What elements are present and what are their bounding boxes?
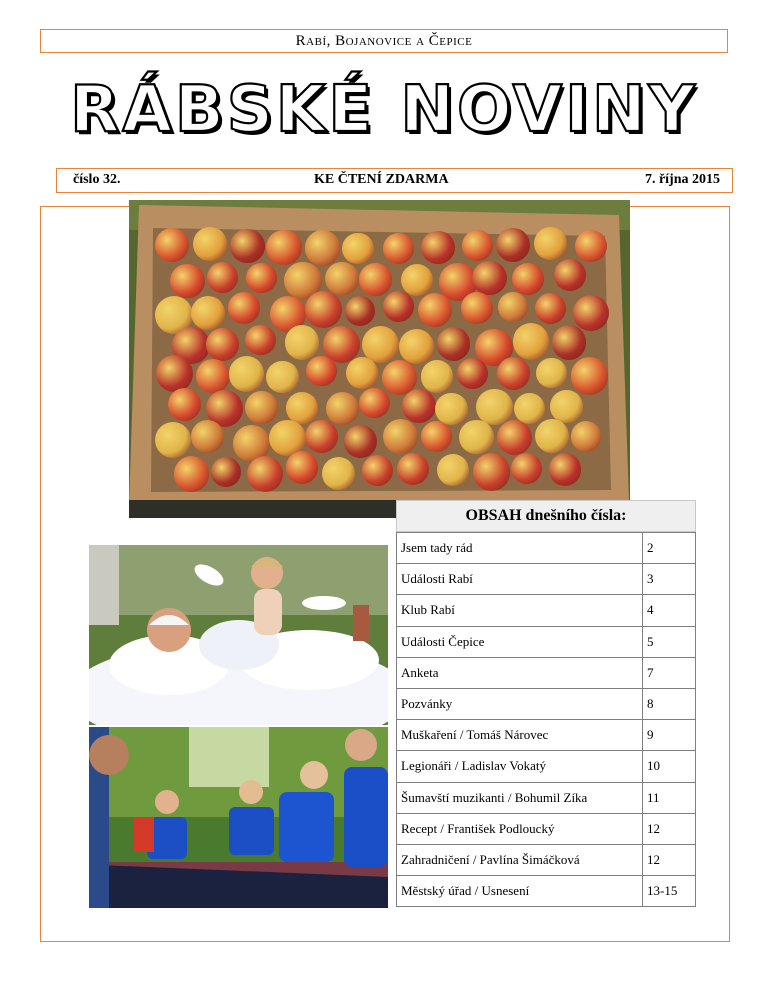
toc-item-page: 7 (643, 657, 696, 688)
apple-shape (305, 420, 338, 453)
apple-shape (534, 227, 567, 260)
apple-shape (170, 264, 205, 299)
apple-shape (286, 451, 318, 483)
issue-date: 7. října 2015 (644, 172, 720, 187)
apple-shape (196, 359, 230, 393)
apple-shape (346, 357, 378, 389)
table-row (397, 844, 696, 875)
apple-shape (305, 230, 340, 265)
apple-shape (512, 263, 544, 295)
apple-shape (421, 421, 452, 452)
apple-shape (206, 328, 239, 361)
apple-shape (472, 261, 506, 295)
toc-item-label: Události Čepice (397, 626, 643, 657)
apple-shape (245, 391, 278, 424)
issue-number: číslo 32. (73, 172, 121, 187)
contents-list (396, 532, 696, 907)
table-row (397, 751, 696, 782)
apple-shape (247, 456, 283, 492)
apple-shape (571, 357, 608, 394)
apple-shape (421, 360, 454, 393)
toc-item-label: Legionáři / Ladislav Vokatý (397, 751, 643, 782)
table-row (397, 564, 696, 595)
toc-item-page: 10 (643, 751, 696, 782)
apple-shape (383, 419, 418, 454)
apple-shape (514, 393, 545, 424)
apple-shape (498, 292, 528, 322)
apple-shape (191, 296, 225, 330)
newspaper-title: RÁBSKÉ NOVINY (70, 73, 698, 147)
apple-shape (399, 329, 434, 364)
apple-shape (462, 230, 493, 261)
apples-crate-photo (129, 200, 630, 518)
apple-shape (266, 230, 301, 265)
table-row (397, 533, 696, 564)
apple-shape (421, 231, 454, 264)
apple-shape (496, 228, 530, 262)
villages-subtitle: Rabí, Bojanovice a Čepice (295, 33, 473, 49)
apple-shape (536, 358, 566, 388)
apple-shape (461, 292, 493, 324)
apple-shape (473, 453, 511, 491)
apple-shape (497, 420, 532, 455)
apple-shape (571, 421, 602, 452)
apple-shape (552, 325, 586, 359)
apple-shape (362, 455, 393, 486)
toc-item-label: Šumavští muzikanti / Bohumil Zíka (397, 782, 643, 813)
contents-table (396, 500, 696, 907)
apple-shape (285, 325, 320, 360)
table-row (397, 813, 696, 844)
toc-item-page: 4 (643, 595, 696, 626)
apple-shape (437, 327, 470, 360)
apple-shape (359, 388, 390, 419)
apple-shape (549, 453, 582, 486)
toc-item-label: Události Rabí (397, 564, 643, 595)
apple-pile (155, 230, 610, 490)
apple-shape (207, 262, 238, 293)
apple-shape (435, 393, 468, 426)
apple-shape (174, 456, 209, 491)
toc-item-page: 5 (643, 626, 696, 657)
apple-shape (575, 230, 607, 262)
table-row (397, 782, 696, 813)
apple-shape (211, 457, 241, 487)
apple-shape (535, 293, 566, 324)
toc-item-page: 12 (643, 813, 696, 844)
apple-shape (383, 233, 414, 264)
apple-shape (457, 358, 488, 389)
table-row (397, 657, 696, 688)
toc-item-page: 13-15 (643, 876, 696, 907)
toc-item-label: Recept / František Podloucký (397, 813, 643, 844)
apple-shape (497, 357, 530, 390)
apple-shape (513, 323, 550, 360)
free-reading-note: KE ČTENÍ ZDARMA (314, 172, 449, 187)
foam-party-photo (89, 545, 388, 725)
apple-shape (156, 355, 193, 392)
apple-shape (437, 454, 469, 486)
apple-shape (230, 229, 265, 264)
apple-shape (511, 453, 542, 484)
table-row (397, 720, 696, 751)
toc-item-label: Anketa (397, 657, 643, 688)
toc-item-label: Muškaření / Tomáš Nárovec (397, 720, 643, 751)
apple-shape (305, 291, 342, 328)
apple-shape (326, 392, 359, 425)
apple-shape (476, 389, 512, 425)
apple-shape (397, 453, 429, 485)
apple-shape (193, 227, 227, 261)
apple-shape (459, 420, 493, 454)
toc-item-page: 11 (643, 782, 696, 813)
apple-shape (168, 388, 201, 421)
apple-shape (418, 293, 452, 327)
toc-item-page: 8 (643, 688, 696, 719)
apple-shape (228, 292, 260, 324)
apple-shape (401, 264, 433, 296)
kids-water-game-photo (89, 727, 388, 908)
apple-shape (359, 263, 391, 295)
apple-shape (191, 420, 224, 453)
toc-item-label: Zahradničení / Pavlína Šimáčková (397, 844, 643, 875)
table-row (397, 876, 696, 907)
issue-info-bar (56, 168, 733, 193)
apple-shape (245, 325, 276, 356)
toc-item-label: Jsem tady rád (397, 533, 643, 564)
apple-shape (266, 361, 299, 394)
apple-shape (325, 262, 359, 296)
apple-shape (550, 390, 583, 423)
apple-shape (573, 295, 609, 331)
apple-shape (155, 422, 191, 458)
apple-shape (383, 291, 414, 322)
apple-shape (246, 263, 276, 293)
toc-item-label: Klub Rabí (397, 595, 643, 626)
subtitle-box (40, 29, 728, 53)
apple-shape (554, 259, 586, 291)
apple-shape (155, 228, 189, 262)
apple-shape (342, 233, 373, 264)
toc-item-page: 12 (643, 844, 696, 875)
toc-item-page: 9 (643, 720, 696, 751)
table-row (397, 688, 696, 719)
toc-item-page: 2 (643, 533, 696, 564)
table-row (397, 595, 696, 626)
contents-title: OBSAH dnešního čísla: (396, 500, 696, 532)
apple-shape (306, 356, 336, 386)
toc-item-label: Městský úřad / Usnesení (397, 876, 643, 907)
apple-shape (229, 356, 264, 391)
apple-shape (344, 425, 377, 458)
apple-shape (345, 296, 375, 326)
apple-shape (535, 419, 569, 453)
toc-item-page: 3 (643, 564, 696, 595)
table-row (397, 626, 696, 657)
apple-shape (402, 389, 437, 424)
apple-shape (322, 457, 355, 490)
toc-item-label: Pozvánky (397, 688, 643, 719)
